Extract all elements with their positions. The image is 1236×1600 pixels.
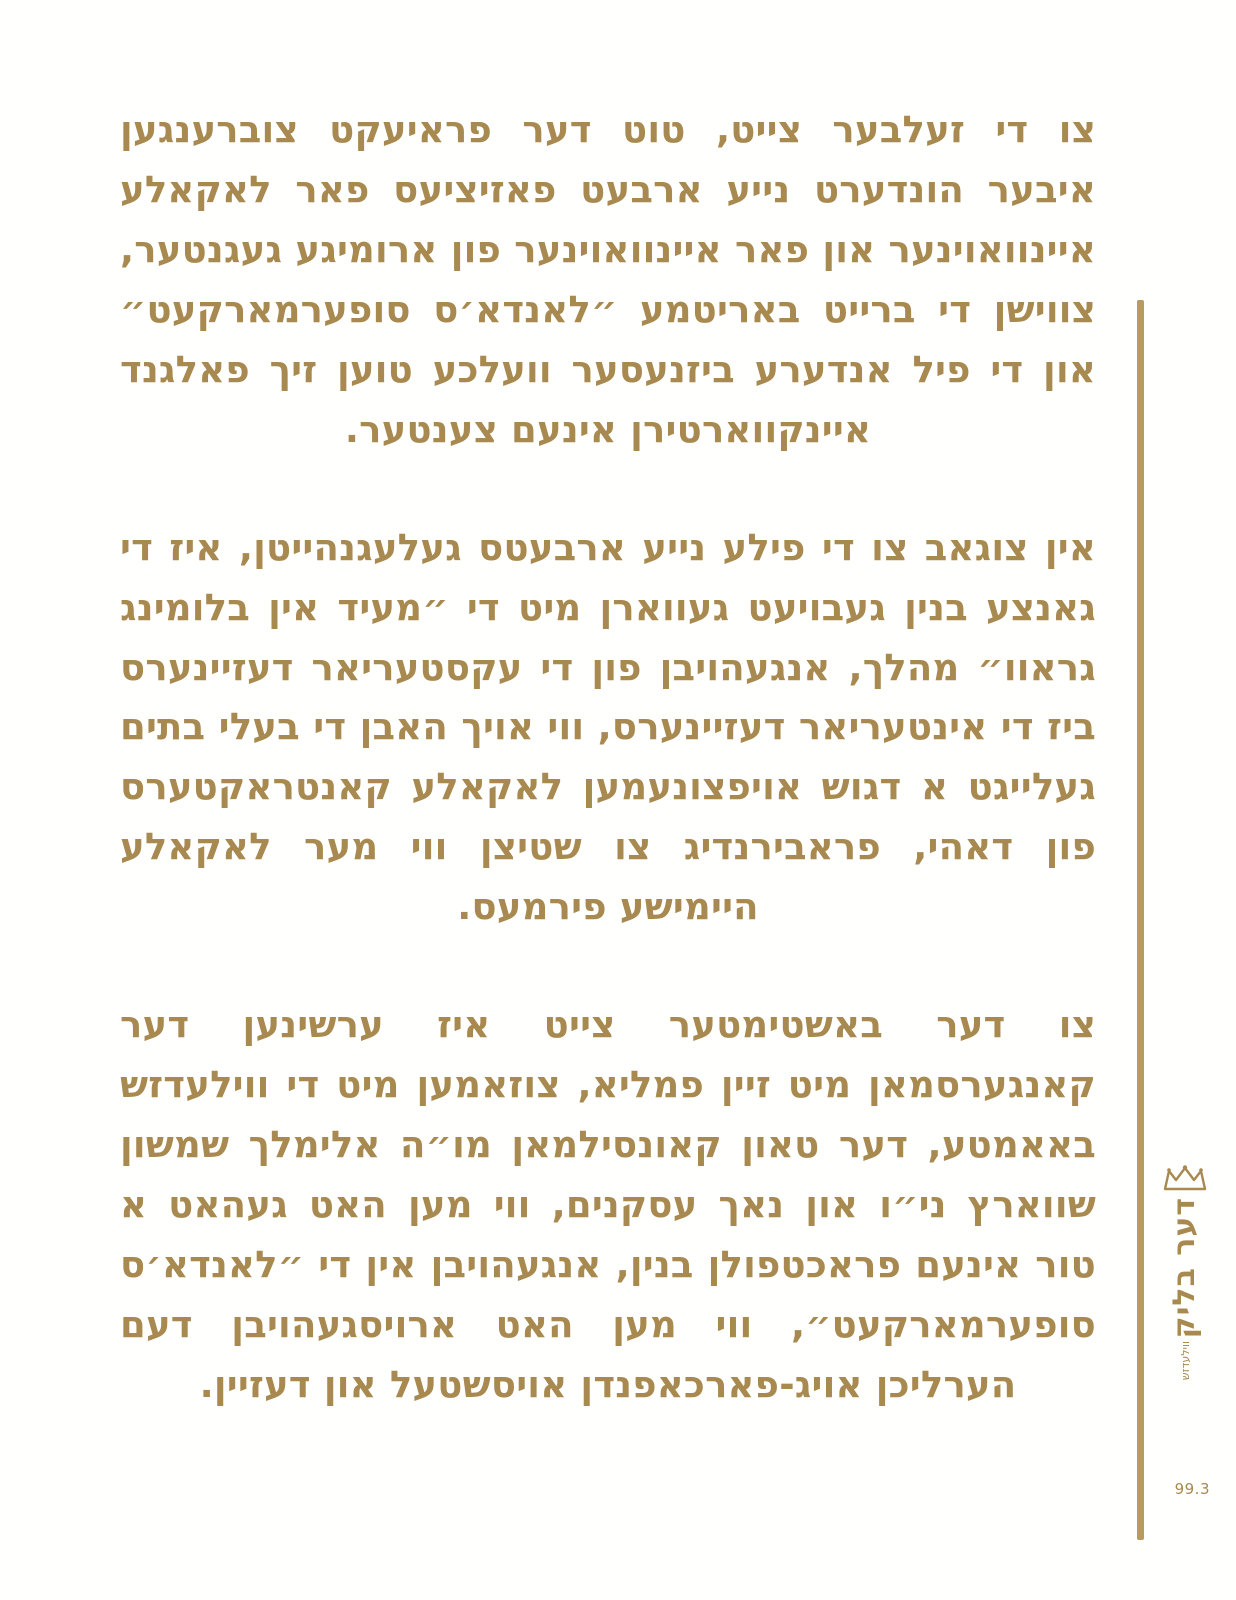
- article-body: [120, 100, 1096, 1415]
- vertical-rule-decoration: [1137, 300, 1144, 1540]
- masthead-logo: [1152, 1165, 1218, 1395]
- masthead-title: דער בליק: [1167, 1197, 1203, 1339]
- crown-icon: [1163, 1165, 1207, 1191]
- page-number: 99.3: [1174, 1480, 1210, 1498]
- paragraph: אין צוגאב צו די פילע נייע ארבעטס געלעגנהייטן, איז די גאנצע בנין געבויעט געווארן מיט די ״מעיד אין בלומינג גראוו״ מהלך, אנגעהויבן פון די עקסטעריאר דעזיינערס ביז די אינטעריאר דעזיינערס, ווי אויך האבן די בעלי בתים געלייגט א דגוש אויפצונעמען לאקאלע קאנטראקטערס פון דאהי, פראבירנדיג צו שטיצן ווי מער לאקאלע היימישע פירמעס.: [120, 525, 1096, 929]
- masthead-subtitle: ווילעדזש: [1178, 1340, 1192, 1380]
- paragraph: צו די זעלבער צייט, טוט דער פראיעקט צוברענגען איבער הונדערט נייע ארבעט פאזיציעס פאר לאקאלע איינוואוינער און פאר איינוואוינער פון ארומיגע געגנטער, צווישן די ברייט באריטמע ״לאנדא׳ס סופערמארקעט״ און די פיל אנדערע ביזנעסער וועלכע טוען זיך פאלגנד איינקווארטירן אינעם צענטער.: [120, 108, 1096, 451]
- paragraph: צו דער באשטימטער צייט איז ערשינען דער קאנגערסמאן מיט זיין פמליא, צוזאמען מיט די ווילעדזש באאמטע, דער טאון קאונסילמאן מו״ה אלימלך שמשון שווארץ ני״ו און נאך עסקנים, ווי מען האט געהאט א טור אינעם פראכטפולן בנין, אנגעהויבן אין די ״לאנדא׳ס סופערמארקעט״, ווי מען האט ארויסגעהויבן דעם הערליכן אויג-פארכאפנדן אויסשטעל און דעזיין.: [120, 1003, 1096, 1406]
